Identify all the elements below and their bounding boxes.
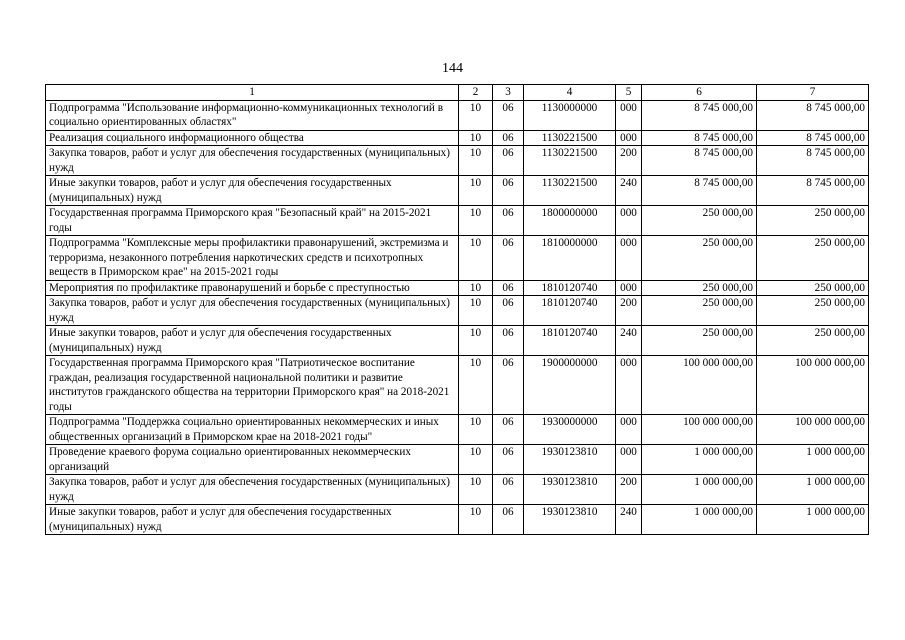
cell-expense-type: 200 <box>616 146 642 176</box>
cell-subsection: 06 <box>493 100 524 130</box>
cell-amount-col6: 8 745 000,00 <box>642 130 757 146</box>
cell-subsection: 06 <box>493 415 524 445</box>
cell-target-code: 1900000000 <box>524 356 616 415</box>
cell-subsection: 06 <box>493 146 524 176</box>
cell-name: Иные закупки товаров, работ и услуг для обеспечения государственных (муниципальных) нужд <box>46 176 459 206</box>
column-header: 6 <box>642 85 757 101</box>
cell-subsection: 06 <box>493 505 524 535</box>
cell-target-code: 1810120740 <box>524 326 616 356</box>
cell-target-code: 1130221500 <box>524 146 616 176</box>
table-row <box>46 356 869 415</box>
cell-target-code: 1130221500 <box>524 176 616 206</box>
cell-amount-col7: 250 000,00 <box>757 326 869 356</box>
cell-expense-type: 000 <box>616 415 642 445</box>
cell-subsection: 06 <box>493 445 524 475</box>
cell-expense-type: 240 <box>616 326 642 356</box>
cell-amount-col7: 250 000,00 <box>757 206 869 236</box>
table-row <box>46 475 869 505</box>
table-row <box>46 445 869 475</box>
cell-section: 10 <box>459 206 493 236</box>
cell-name: Государственная программа Приморского края "Безопасный край" на 2015-2021 годы <box>46 206 459 236</box>
cell-section: 10 <box>459 296 493 326</box>
cell-section: 10 <box>459 475 493 505</box>
cell-name: Подпрограмма "Комплексные меры профилактики правонарушений, экстремизма и терроризма, незаконного потребления наркотических средств и психотропных веществ в Приморском крае" на 2015-2021 годы <box>46 236 459 281</box>
cell-amount-col6: 250 000,00 <box>642 280 757 296</box>
cell-amount-col7: 100 000 000,00 <box>757 356 869 415</box>
cell-expense-type: 000 <box>616 356 642 415</box>
cell-section: 10 <box>459 505 493 535</box>
cell-section: 10 <box>459 445 493 475</box>
cell-name: Проведение краевого форума социально ориентированных некоммерческих организаций <box>46 445 459 475</box>
cell-subsection: 06 <box>493 236 524 281</box>
cell-name: Закупка товаров, работ и услуг для обеспечения государственных (муниципальных) нужд <box>46 146 459 176</box>
cell-subsection: 06 <box>493 475 524 505</box>
table-row <box>46 236 869 281</box>
cell-target-code: 1800000000 <box>524 206 616 236</box>
cell-amount-col6: 250 000,00 <box>642 296 757 326</box>
page-number: 144 <box>442 61 463 76</box>
cell-section: 10 <box>459 130 493 146</box>
cell-name: Закупка товаров, работ и услуг для обеспечения государственных (муниципальных) нужд <box>46 296 459 326</box>
cell-section: 10 <box>459 176 493 206</box>
cell-amount-col6: 8 745 000,00 <box>642 100 757 130</box>
cell-section: 10 <box>459 280 493 296</box>
budget-table <box>45 84 869 535</box>
cell-name: Подпрограмма "Поддержка социально ориентированных некоммерческих и иных общественных организаций в Приморском крае на 2018-2021 годы" <box>46 415 459 445</box>
cell-amount-col6: 8 745 000,00 <box>642 146 757 176</box>
cell-amount-col7: 1 000 000,00 <box>757 505 869 535</box>
table-row <box>46 130 869 146</box>
table-row <box>46 206 869 236</box>
cell-amount-col6: 1 000 000,00 <box>642 445 757 475</box>
cell-section: 10 <box>459 100 493 130</box>
cell-subsection: 06 <box>493 176 524 206</box>
cell-subsection: 06 <box>493 356 524 415</box>
cell-target-code: 1930123810 <box>524 505 616 535</box>
cell-expense-type: 200 <box>616 475 642 505</box>
column-header: 7 <box>757 85 869 101</box>
cell-target-code: 1810120740 <box>524 296 616 326</box>
cell-amount-col7: 8 745 000,00 <box>757 130 869 146</box>
table-row <box>46 280 869 296</box>
cell-target-code: 1930000000 <box>524 415 616 445</box>
table-row <box>46 146 869 176</box>
cell-amount-col7: 8 745 000,00 <box>757 100 869 130</box>
cell-amount-col6: 100 000 000,00 <box>642 415 757 445</box>
cell-name: Реализация социального информационного общества <box>46 130 459 146</box>
cell-amount-col6: 250 000,00 <box>642 206 757 236</box>
cell-expense-type: 240 <box>616 176 642 206</box>
cell-subsection: 06 <box>493 206 524 236</box>
cell-expense-type: 240 <box>616 505 642 535</box>
cell-expense-type: 000 <box>616 130 642 146</box>
table-row <box>46 415 869 445</box>
cell-target-code: 1810000000 <box>524 236 616 281</box>
table-row <box>46 505 869 535</box>
cell-amount-col7: 250 000,00 <box>757 296 869 326</box>
column-header: 1 <box>46 85 459 101</box>
cell-expense-type: 000 <box>616 280 642 296</box>
table-row <box>46 176 869 206</box>
cell-name: Государственная программа Приморского края "Патриотическое воспитание граждан, реализация государственной национальной политики и развитие институтов гражданского общества на территории Приморского края" на 2018-2021 годы <box>46 356 459 415</box>
cell-name: Мероприятия по профилактике правонарушений и борьбе с преступностью <box>46 280 459 296</box>
cell-section: 10 <box>459 415 493 445</box>
cell-amount-col7: 100 000 000,00 <box>757 415 869 445</box>
cell-name: Иные закупки товаров, работ и услуг для обеспечения государственных (муниципальных) нужд <box>46 326 459 356</box>
cell-amount-col6: 8 745 000,00 <box>642 176 757 206</box>
cell-subsection: 06 <box>493 326 524 356</box>
cell-amount-col6: 250 000,00 <box>642 326 757 356</box>
cell-name: Подпрограмма "Использование информационно-коммуникационных технологий в социально ориентированных областях" <box>46 100 459 130</box>
cell-expense-type: 000 <box>616 206 642 236</box>
cell-expense-type: 000 <box>616 445 642 475</box>
cell-amount-col7: 250 000,00 <box>757 280 869 296</box>
cell-expense-type: 000 <box>616 100 642 130</box>
column-header: 3 <box>493 85 524 101</box>
header-row <box>46 85 869 101</box>
cell-target-code: 1930123810 <box>524 445 616 475</box>
cell-amount-col7: 1 000 000,00 <box>757 475 869 505</box>
cell-amount-col7: 8 745 000,00 <box>757 146 869 176</box>
cell-name: Иные закупки товаров, работ и услуг для обеспечения государственных (муниципальных) нужд <box>46 505 459 535</box>
cell-section: 10 <box>459 356 493 415</box>
column-header: 2 <box>459 85 493 101</box>
cell-section: 10 <box>459 326 493 356</box>
table-body <box>46 100 869 535</box>
cell-amount-col7: 250 000,00 <box>757 236 869 281</box>
cell-amount-col7: 1 000 000,00 <box>757 445 869 475</box>
cell-subsection: 06 <box>493 296 524 326</box>
cell-section: 10 <box>459 146 493 176</box>
cell-expense-type: 200 <box>616 296 642 326</box>
cell-target-code: 1810120740 <box>524 280 616 296</box>
table-row <box>46 296 869 326</box>
column-header: 4 <box>524 85 616 101</box>
cell-name: Закупка товаров, работ и услуг для обеспечения государственных (муниципальных) нужд <box>46 475 459 505</box>
cell-amount-col7: 8 745 000,00 <box>757 176 869 206</box>
table-row <box>46 100 869 130</box>
cell-target-code: 1130221500 <box>524 130 616 146</box>
cell-subsection: 06 <box>493 280 524 296</box>
cell-expense-type: 000 <box>616 236 642 281</box>
cell-amount-col6: 100 000 000,00 <box>642 356 757 415</box>
column-header: 5 <box>616 85 642 101</box>
cell-section: 10 <box>459 236 493 281</box>
cell-amount-col6: 1 000 000,00 <box>642 475 757 505</box>
cell-amount-col6: 1 000 000,00 <box>642 505 757 535</box>
cell-amount-col6: 250 000,00 <box>642 236 757 281</box>
cell-target-code: 1130000000 <box>524 100 616 130</box>
cell-subsection: 06 <box>493 130 524 146</box>
cell-target-code: 1930123810 <box>524 475 616 505</box>
table-row <box>46 326 869 356</box>
